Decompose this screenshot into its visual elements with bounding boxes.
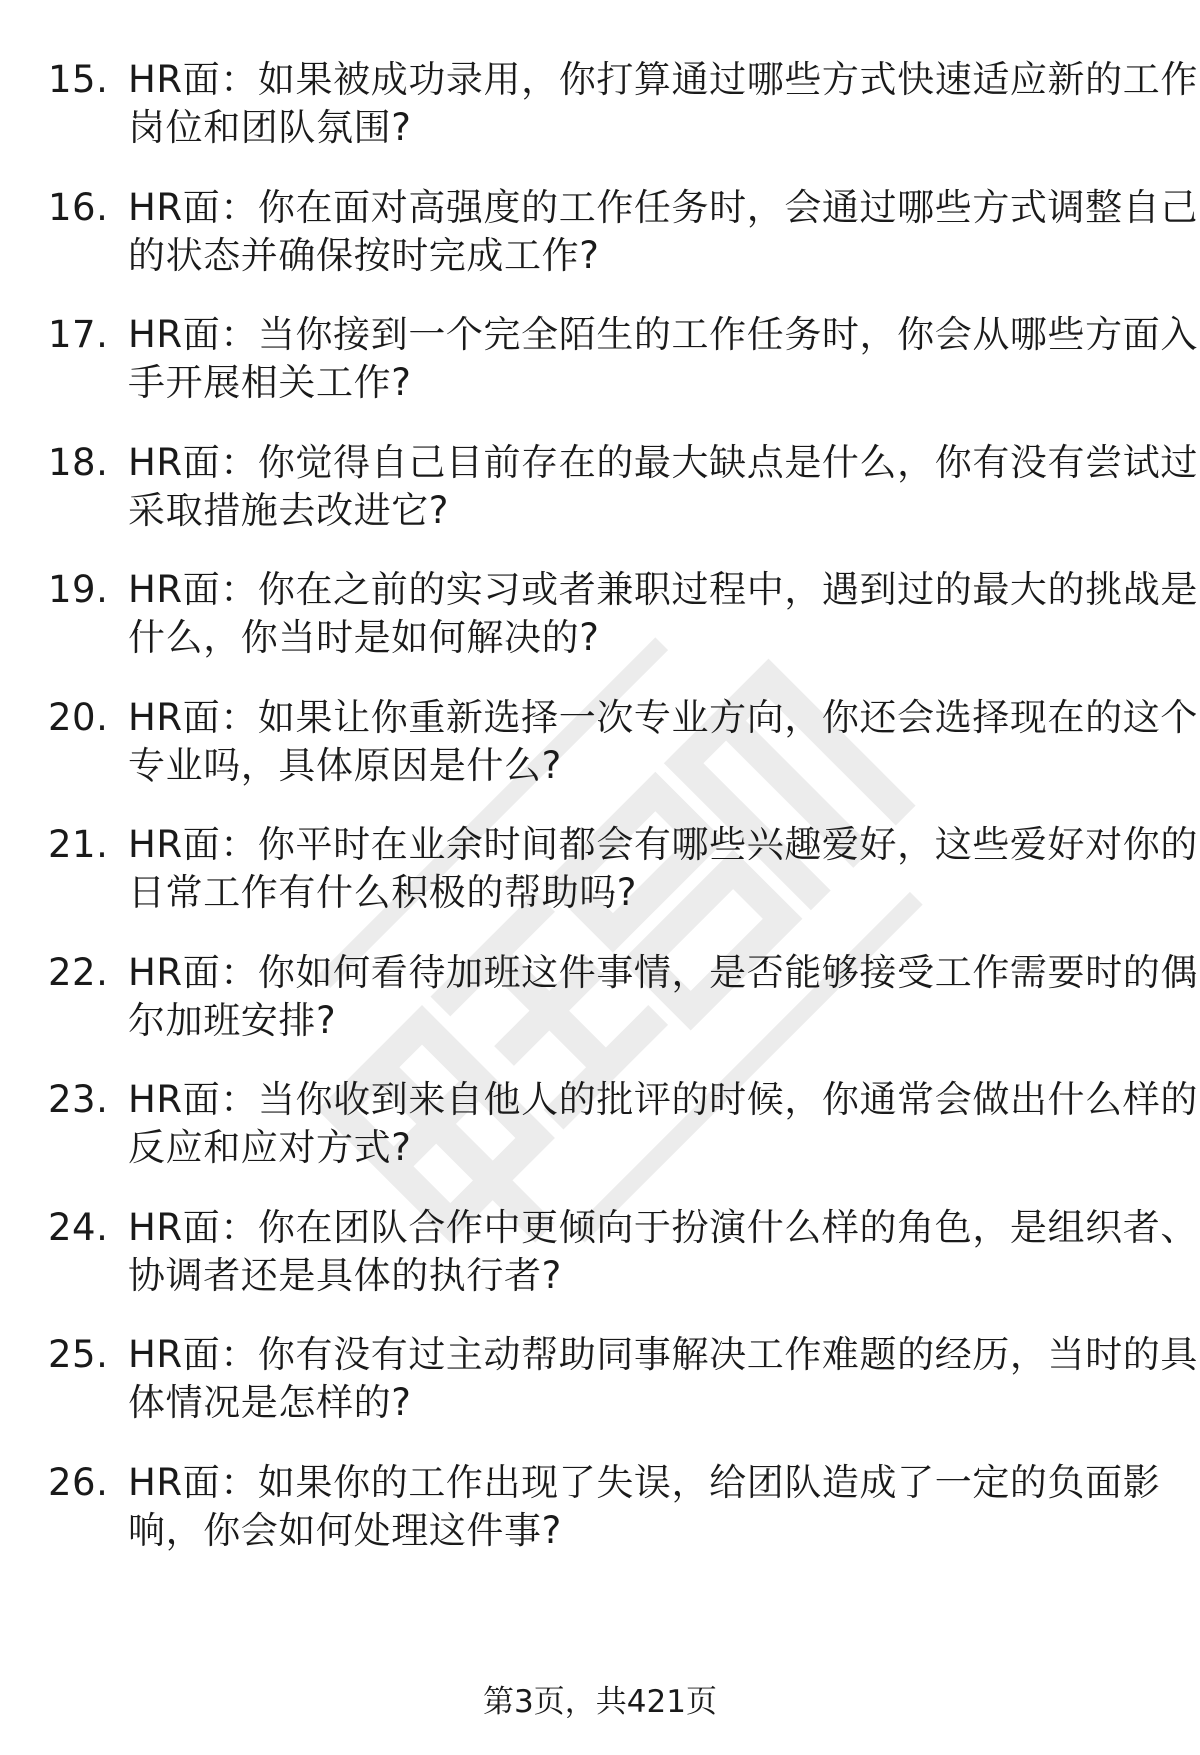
question-number: 26. <box>48 1460 109 1504</box>
question-text: HR面：你觉得自己目前存在的最大缺点是什么，你有没有尝试过采取措施去改进它? <box>128 440 1198 532</box>
list-item <box>48 56 1198 184</box>
list-item <box>48 566 1198 694</box>
question-number: 18. <box>48 440 109 484</box>
question-number: 25. <box>48 1333 109 1376</box>
list-item <box>48 821 1198 949</box>
question-text: HR面：你如何看待加班这件事情，是否能够接受工作需要时的偶尔加班安排? <box>128 950 1198 1042</box>
question-number: 22. <box>48 950 109 994</box>
question-text: HR面：当你收到来自他人的批评的时候，你通常会做出什么样的反应和应对方式? <box>128 1078 1198 1169</box>
list-item <box>48 1204 1198 1332</box>
question-number: 15. <box>48 58 109 101</box>
list-item <box>48 694 1198 822</box>
question-number: 19. <box>48 568 109 611</box>
list-item <box>48 949 1198 1077</box>
question-text: HR面：你有没有过主动帮助同事解决工作难题的经历，当时的具体情况是怎样的? <box>128 1333 1198 1424</box>
question-text: HR面：如果你的工作出现了失误，给团队造成了一定的负面影响，你会如何处理这件事? <box>128 1460 1161 1552</box>
question-text: HR面：如果被成功录用，你打算通过哪些方式快速适应新的工作岗位和团队氛围? <box>128 58 1198 149</box>
list-item <box>48 1331 1198 1459</box>
question-number: 21. <box>48 823 109 866</box>
question-text: HR面：你在之前的实习或者兼职过程中，遇到过的最大的挑战是什么，你当时是如何解决的? <box>128 568 1198 659</box>
list-item <box>48 439 1198 567</box>
question-text: HR面：当你接到一个完全陌生的工作任务时，你会从哪些方面入手开展相关工作? <box>128 313 1198 404</box>
question-text: HR面：你在团队合作中更倾向于扮演什么样的角色，是组织者、协调者还是具体的执行者? <box>128 1205 1198 1297</box>
question-number: 16. <box>48 185 109 229</box>
question-number: 23. <box>48 1078 109 1121</box>
list-item <box>48 184 1198 312</box>
question-text: HR面：你在面对高强度的工作任务时，会通过哪些方式调整自己的状态并确保按时完成工作? <box>128 185 1198 277</box>
list-item <box>48 311 1198 439</box>
list-item <box>48 1076 1198 1204</box>
question-text: HR面：如果让你重新选择一次专业方向，你还会选择现在的这个专业吗，具体原因是什么? <box>128 695 1198 787</box>
question-number: 24. <box>48 1205 109 1249</box>
question-list <box>48 56 1198 1586</box>
question-number: 17. <box>48 313 109 356</box>
page-footer: 第3页，共421页 <box>483 1684 717 1720</box>
question-text: HR面：你平时在业余时间都会有哪些兴趣爱好，这些爱好对你的日常工作有什么积极的帮助吗? <box>128 823 1198 914</box>
list-item <box>48 1459 1160 1587</box>
question-number: 20. <box>48 695 109 739</box>
